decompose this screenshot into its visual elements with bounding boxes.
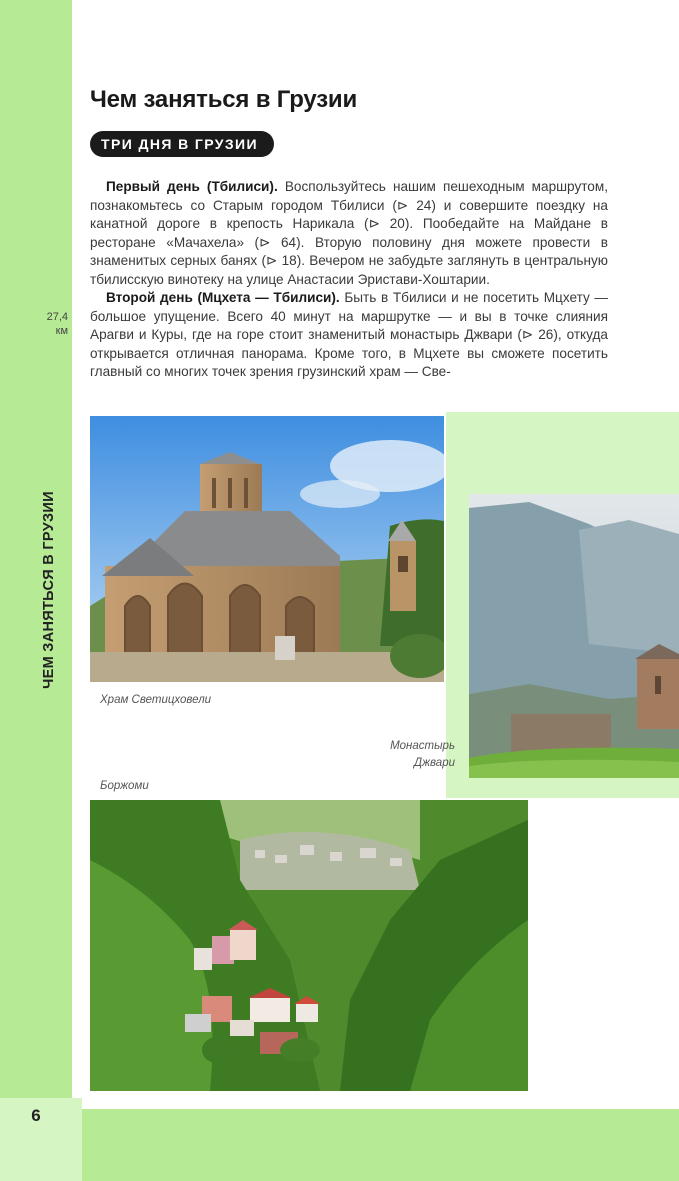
- body-text: [90, 178, 608, 382]
- page-number: 6: [31, 1106, 41, 1125]
- sidebar-strip: [0, 0, 72, 1098]
- margin-distance-value: 27,4: [46, 311, 68, 323]
- photo-svetitskhoveli: [90, 416, 444, 682]
- borjomi-illustration: [90, 800, 528, 1091]
- section-label-pill: ТРИ ДНЯ В ГРУЗИИ: [90, 131, 274, 157]
- cathedral-illustration: [90, 416, 444, 682]
- photo-jvari: [469, 494, 679, 778]
- caption-borjomi: Боржоми: [100, 780, 149, 792]
- sidebar-chapter-title: ЧЕМ ЗАНЯТЬСЯ В ГРУЗИИ: [41, 491, 57, 689]
- monastery-illustration: [469, 494, 679, 778]
- paragraph-heading: Первый день (Тбилиси).: [106, 179, 278, 194]
- caption-jvari: [354, 738, 455, 772]
- footer-bar: [82, 1109, 679, 1181]
- paragraph-day-two: [90, 289, 608, 382]
- paragraph-heading: Второй день (Мцхета — Тбилиси).: [106, 290, 340, 305]
- caption-svetitskhoveli: Храм Светицховели: [100, 694, 212, 706]
- paragraph-day-one: [90, 178, 608, 289]
- paragraph-text: Воспользуйтесь нашим пешеходным маршрутом, познакомьтесь со Старым городом Тбилиси (⊳ 24) и совершите поездку на канатной дороге в крепость Нарикала (⊳ 20). Пообедайте на Майдане в ресторане «Мачахела» (⊳ 64). Вторую половину дня можете провести в знаменитых серных банях (⊳ 18). Вечером не забудьте заглянуть в центральную тбилисскую винотеку на улице Анастасии Эристави-Хоштарии.: [90, 179, 608, 287]
- caption-jvari-line1: Монастырь: [390, 740, 455, 752]
- page-number-box: [0, 1098, 82, 1181]
- margin-distance-unit: км: [55, 325, 68, 337]
- margin-distance-note: [30, 310, 68, 338]
- caption-jvari-line2: Джвари: [414, 757, 455, 769]
- photo-borjomi: [90, 800, 528, 1091]
- page-title: Чем заняться в Грузии: [90, 86, 358, 113]
- paragraph-text: Быть в Тбилиси и не посетить Мцхету — большое упущение. Всего 40 минут на маршрутке — и вы в точке слияния Арагви и Куры, где на горе стоит знаменитый монастырь Джвари (⊳ 26), откуда открывается отличная панорама. Кроме того, в Мцхете вы сможете посетить главный со многих точек зрения грузинский храм — Све-: [90, 290, 609, 379]
